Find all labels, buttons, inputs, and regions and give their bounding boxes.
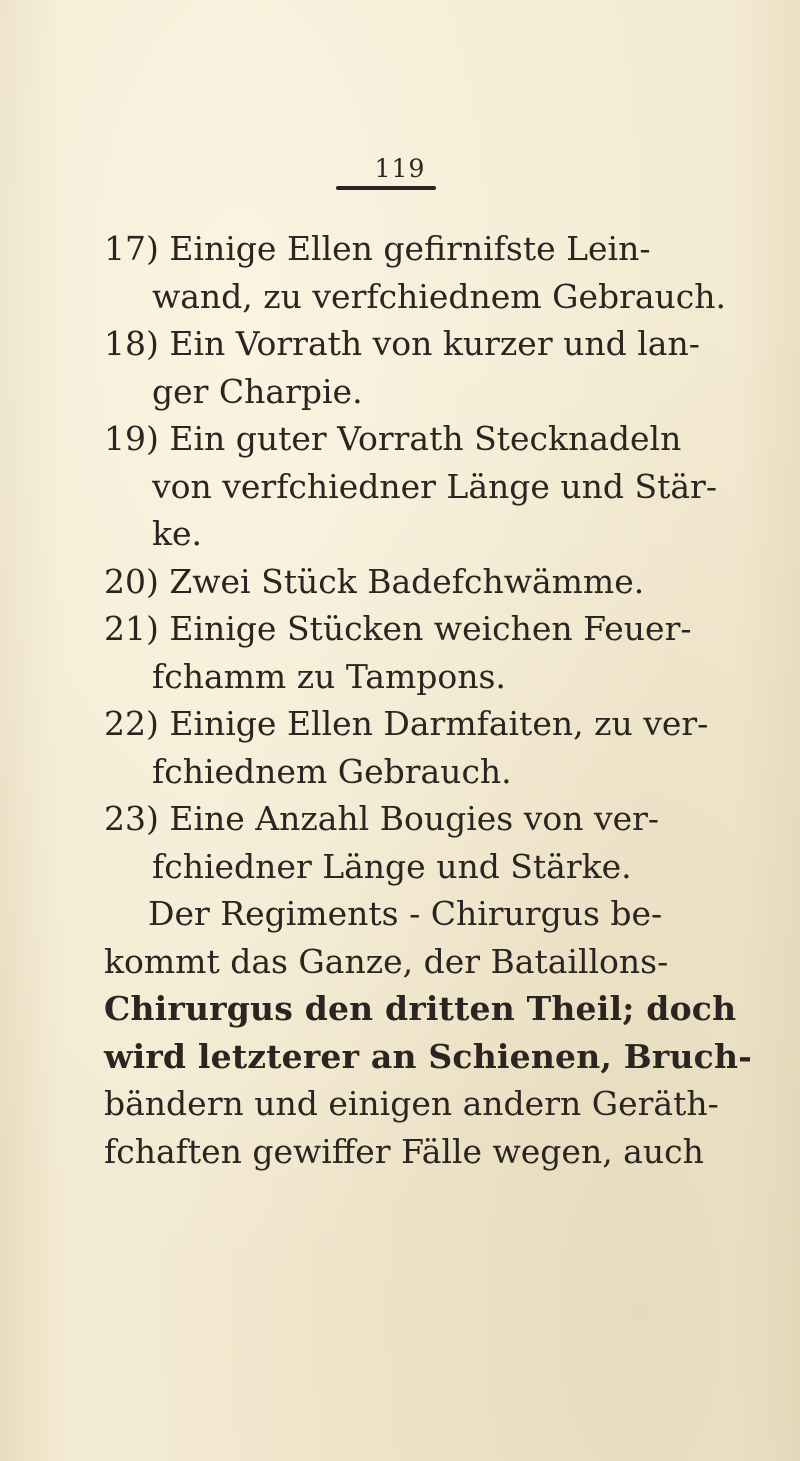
text-line: 18) Ein Vorrath von kurzer und lan- <box>104 324 700 363</box>
text-line: fchiedner Länge und Stärke. <box>152 846 632 886</box>
text-line: 20) Zwei Stück Badefchwämme. <box>104 561 645 601</box>
text-line: Chirurgus den dritten Theil; doch <box>104 989 737 1028</box>
text-line: 21) Einige Stücken weichen Feuer- <box>104 609 692 648</box>
text-line: 19) Ein guter Vorrath Stecknadeln <box>104 419 682 458</box>
text-line: ke. <box>152 514 203 553</box>
text-line: Der Regiments - Chirurgus be- <box>148 894 663 933</box>
text-line: fchaften gewiffer Fälle wegen, auch <box>104 1131 704 1171</box>
text-line: 22) Einige Ellen Darmfaiten, zu ver- <box>104 704 709 743</box>
text-line: wand, zu verfchiednem Gebrauch. <box>152 276 727 316</box>
text-line: bändern und einigen andern Geräth- <box>104 1084 719 1123</box>
text-line: fchiednem Gebrauch. <box>152 751 512 791</box>
text-line: wird letzterer an Schienen, Bruch- <box>104 1036 753 1076</box>
text-line: 23) Eine Anzahl Bougies von ver- <box>104 799 660 838</box>
text-line: ger Charpie. <box>152 371 363 411</box>
text-line: kommt das Ganze, der Bataillons- <box>104 941 669 981</box>
text-line: fchamm zu Tampons. <box>152 656 506 696</box>
text-line: von verfchiedner Länge und Stär- <box>152 466 717 506</box>
body-text <box>104 225 754 1175</box>
text-line: 17) Einige Ellen gefirnifste Lein- <box>104 229 651 268</box>
header-rule <box>336 186 436 190</box>
page-number: 119 <box>374 154 426 183</box>
